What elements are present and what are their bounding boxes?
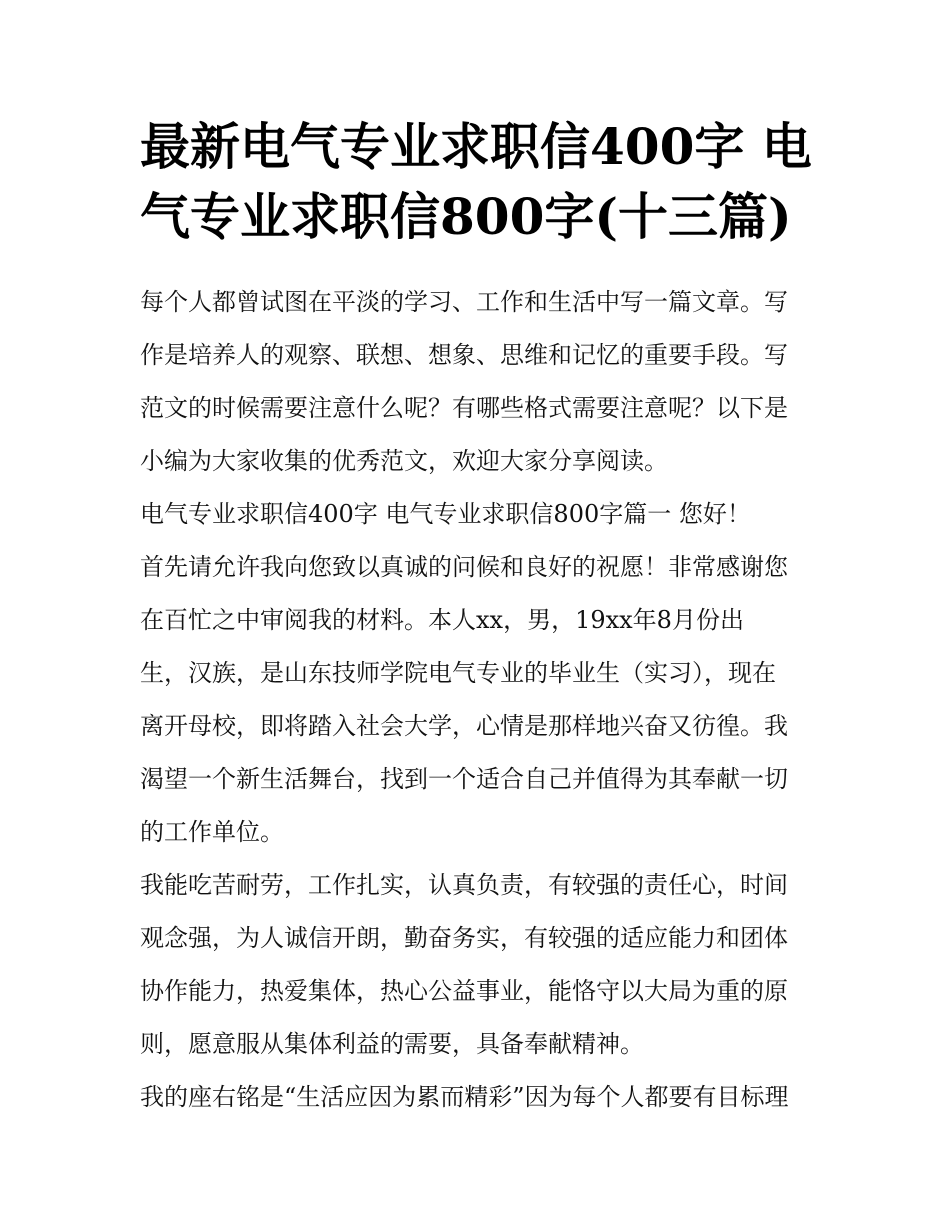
paragraph-line: 每个人都曾试图在平淡的学习、工作和生活中写一篇文章。写: [140, 288, 788, 316]
paragraph-line: 范文的时候需要注意什么呢？有哪些格式需要注意呢？以下是: [140, 394, 788, 422]
paragraph-line: 生，汉族，是山东技师学院电气专业的毕业生（实习），现在: [140, 659, 776, 687]
section-heading-line: 电气专业求职信400字 电气专业求职信800字篇一 您好！: [140, 500, 751, 528]
paragraph-line: 在百忙之中审阅我的材料。本人xx，男，19xx年8月份出: [140, 606, 744, 634]
paragraph-line: 的工作单位。: [140, 818, 284, 846]
paragraph-line: 离开母校，即将踏入社会大学，心情是那样地兴奋又彷徨。我: [140, 712, 788, 740]
title-line: 气专业求职信800字(十三篇): [140, 187, 792, 246]
title-line: 最新电气专业求职信400字 电: [140, 117, 812, 176]
paragraph-line: 小编为大家收集的优秀范文，欢迎大家分享阅读。: [140, 447, 668, 475]
paragraph-line: 渴望一个新生活舞台，找到一个适合自己并值得为其奉献一切: [140, 765, 788, 793]
paragraph-line: 观念强，为人诚信开朗，勤奋务实，有较强的适应能力和团体: [140, 924, 788, 952]
paragraph-line: 我能吃苦耐劳，工作扎实，认真负责，有较强的责任心，时间: [140, 871, 788, 899]
paragraph-line: 作是培养人的观察、联想、想象、思维和记忆的重要手段。写: [140, 341, 788, 369]
document-body: [140, 276, 820, 1124]
paragraph-line: 我的座右铭是“生活应因为累而精彩”因为每个人都要有目标理: [140, 1083, 789, 1111]
paragraph-line: 则，愿意服从集体利益的需要，具备奉献精神。: [140, 1030, 644, 1058]
paragraph-line: 协作能力，热爱集体，热心公益事业，能恪守以大局为重的原: [140, 977, 788, 1005]
document-title: [140, 112, 820, 252]
paragraph-line: 首先请允许我向您致以真诚的问候和良好的祝愿！非常感谢您: [140, 553, 788, 581]
